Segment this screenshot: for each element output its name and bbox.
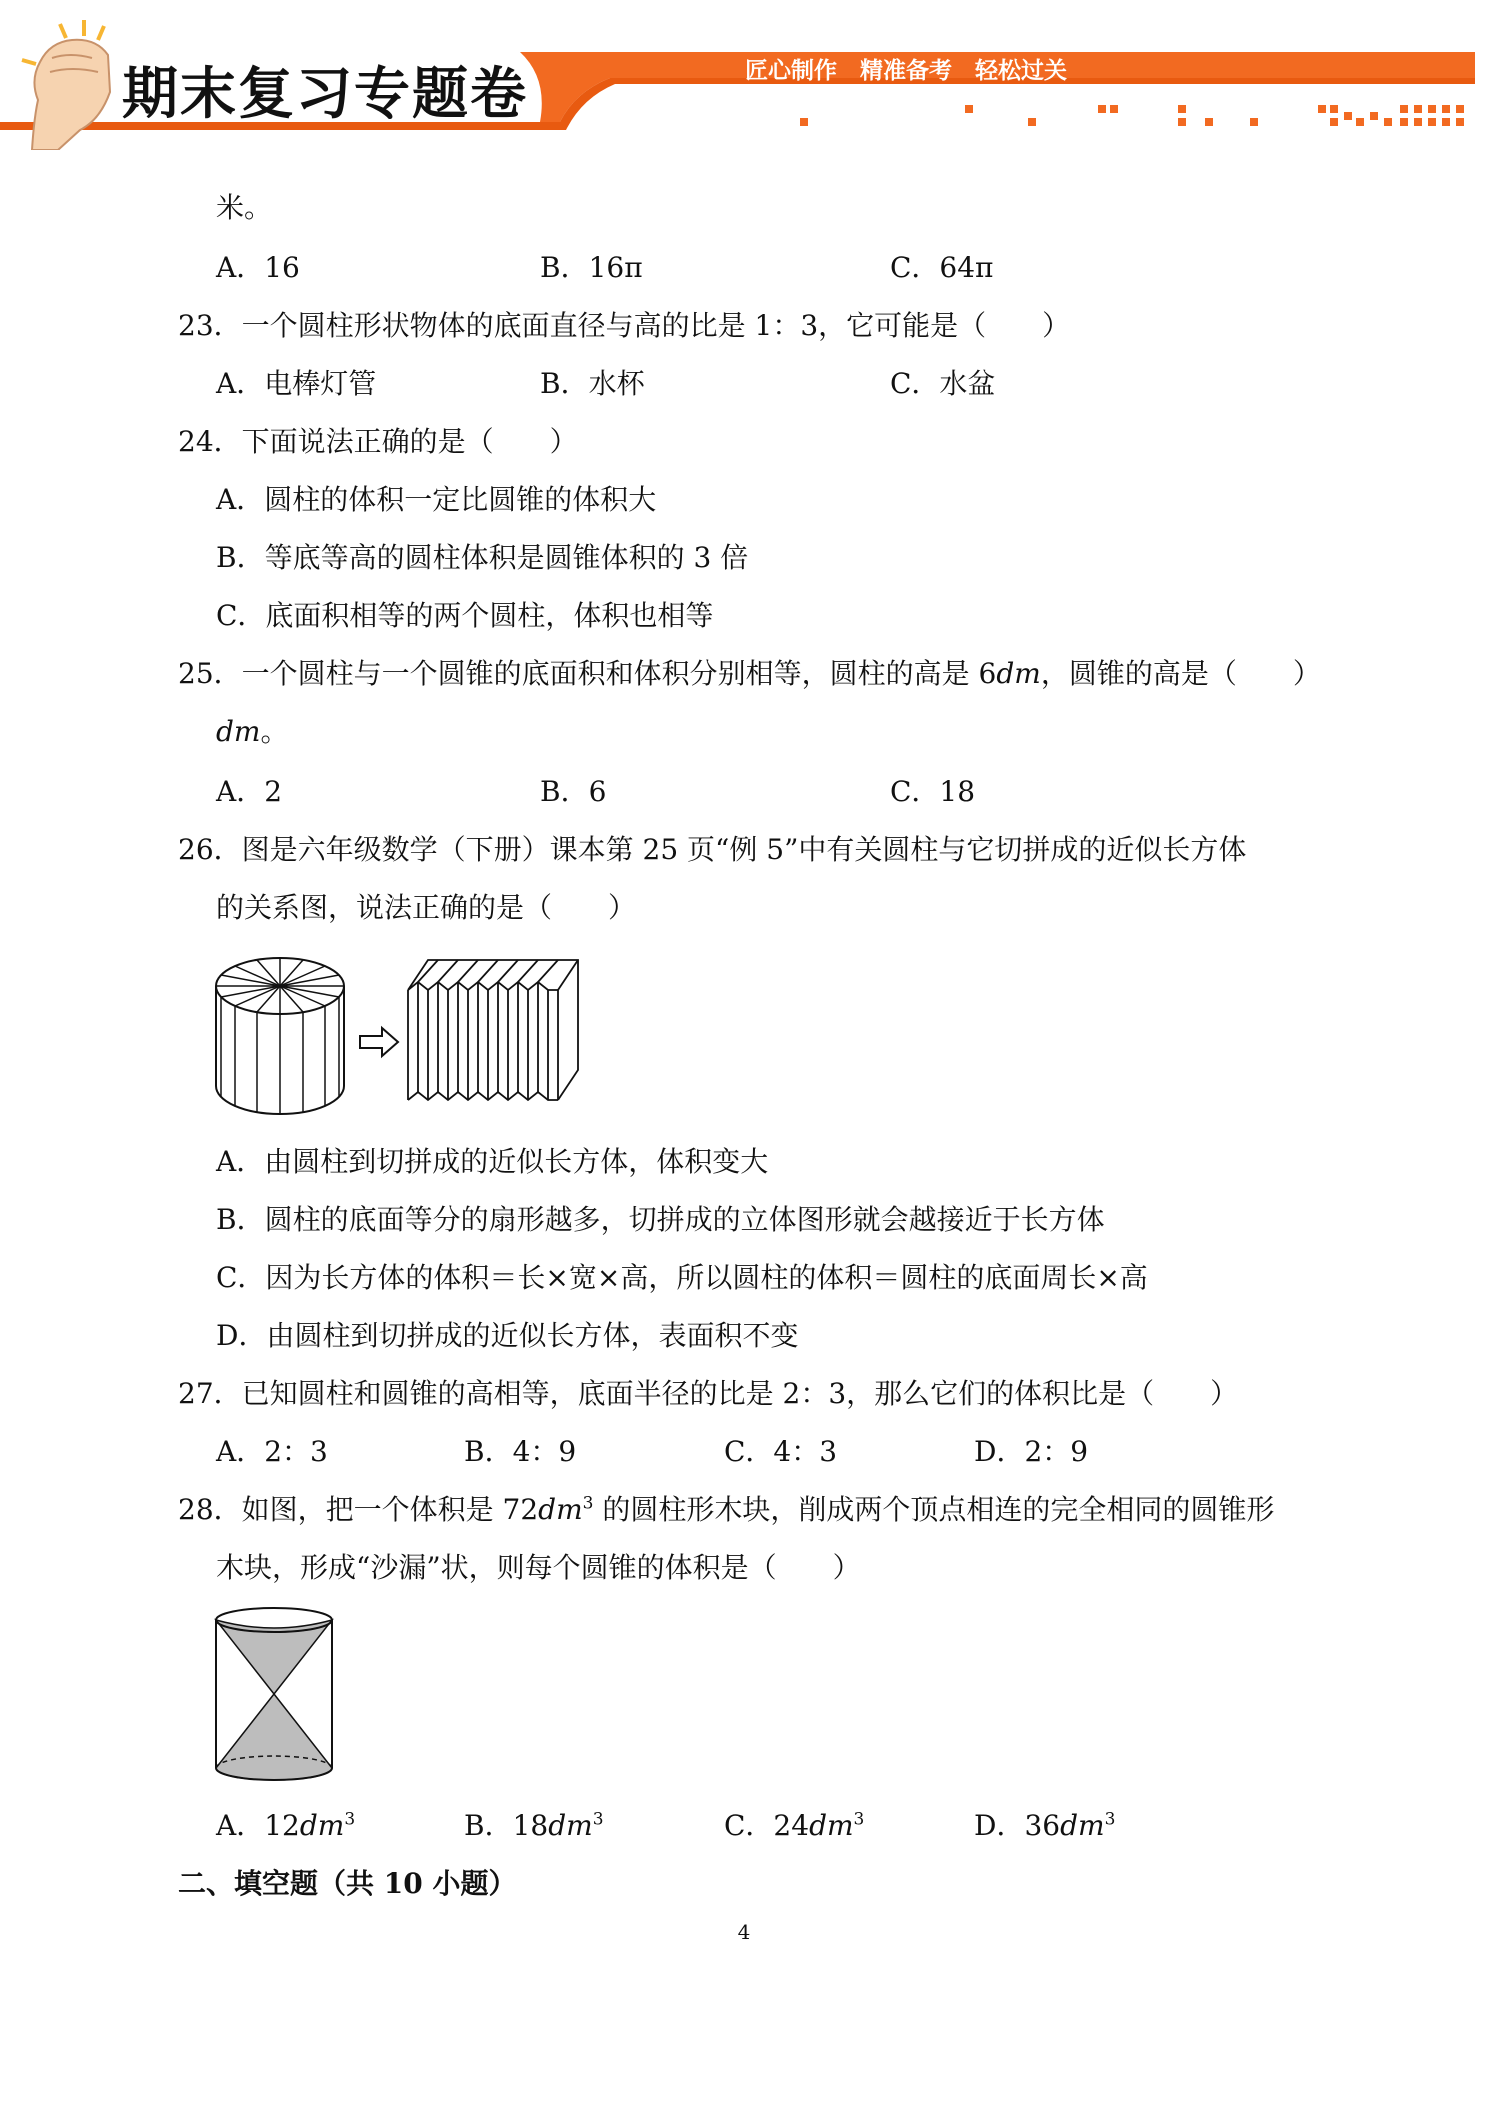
q22-option-a: A．16 bbox=[216, 251, 300, 284]
page-header bbox=[0, 0, 1488, 150]
hourglass-figure bbox=[212, 1606, 336, 1784]
q23-option-c: C．水盆 bbox=[890, 367, 996, 400]
q26-option-a: A．由圆柱到切拼成的近似长方体，体积变大 bbox=[216, 1145, 769, 1178]
q25-stem-line2: dm。 bbox=[216, 715, 289, 748]
q27-option-d: D．2：9 bbox=[974, 1435, 1089, 1468]
q23-option-b: B．水杯 bbox=[540, 367, 645, 400]
q26-stem: 26．图是六年级数学（下册）课本第 25 页“例 5”中有关圆柱与它切拼成的近似长方体 bbox=[178, 833, 1247, 866]
right-arrow-icon bbox=[360, 1028, 398, 1056]
fist-icon bbox=[22, 20, 110, 150]
q23-stem: 23．一个圆柱形状物体的底面直径与高的比是 1：3，它可能是（ ） bbox=[178, 309, 1071, 342]
q28-option-a: A．$12dm^3$ bbox=[216, 1809, 356, 1842]
header-title: 期末复习专题卷 bbox=[122, 62, 528, 127]
q24-option-c: C．底面积相等的两个圆柱，体积也相等 bbox=[216, 599, 714, 632]
q22-option-c: C．64π bbox=[890, 251, 994, 284]
q25-stem: 25．一个圆柱与一个圆锥的底面积和体积分别相等，圆柱的高是 6dm，圆锥的高是（ ） bbox=[178, 657, 1321, 690]
cylinder-shape bbox=[216, 958, 344, 1114]
page-number: 4 bbox=[737, 1920, 751, 1944]
lower-cone bbox=[216, 1694, 332, 1780]
q26-option-b: B．圆柱的底面等分的扇形越多，切拼成的立体图形就会越接近于长方体 bbox=[216, 1203, 1105, 1236]
header-slogan: 匠心制作 精准备考 轻松过关 bbox=[745, 58, 1067, 84]
q28-stem: 28．如图，把一个体积是 $72dm^3$ 的圆柱形木块，削成两个顶点相连的完全相同的圆锥形 bbox=[178, 1493, 1275, 1526]
decorative-dots bbox=[800, 105, 1464, 126]
cylinder-to-cuboid-figure bbox=[214, 952, 584, 1117]
q23-option-a: A．电棒灯管 bbox=[216, 367, 377, 400]
q28-option-c: C．$24dm^3$ bbox=[724, 1809, 865, 1842]
q25-option-b: B．6 bbox=[540, 775, 607, 808]
q28-stem-line2: 木块，形成“沙漏”状，则每个圆锥的体积是（ ） bbox=[216, 1551, 861, 1584]
q27-option-c: C．4：3 bbox=[724, 1435, 838, 1468]
q28-option-d: D．$36dm^3$ bbox=[974, 1809, 1116, 1842]
q26-option-d: D．由圆柱到切拼成的近似长方体，表面积不变 bbox=[216, 1319, 799, 1352]
q25-option-a: A．2 bbox=[216, 775, 283, 808]
q24-option-b: B．等底等高的圆柱体积是圆锥体积的 3 倍 bbox=[216, 541, 749, 574]
q24-option-a: A．圆柱的体积一定比圆锥的体积大 bbox=[216, 483, 657, 516]
approx-cuboid-shape bbox=[408, 960, 578, 1100]
q25-option-c: C．18 bbox=[890, 775, 976, 808]
q22-option-b: B．16π bbox=[540, 251, 643, 284]
q28-option-b: B．$18dm^3$ bbox=[464, 1809, 604, 1842]
q27-stem: 27．已知圆柱和圆锥的高相等，底面半径的比是 2：3，那么它们的体积比是（ ） bbox=[178, 1377, 1239, 1410]
q22-tail: 米。 bbox=[216, 191, 273, 224]
q26-option-c: C．因为长方体的体积＝长×宽×高，所以圆柱的体积＝圆柱的底面周长×高 bbox=[216, 1261, 1148, 1294]
section-heading: 二、填空题（共 10 小题） bbox=[178, 1867, 517, 1900]
q24-stem: 24．下面说法正确的是（ ） bbox=[178, 425, 578, 458]
q27-option-b: B．4：9 bbox=[464, 1435, 577, 1468]
q26-stem-line2: 的关系图，说法正确的是（ ） bbox=[216, 891, 637, 924]
q27-option-a: A．2：3 bbox=[216, 1435, 328, 1468]
